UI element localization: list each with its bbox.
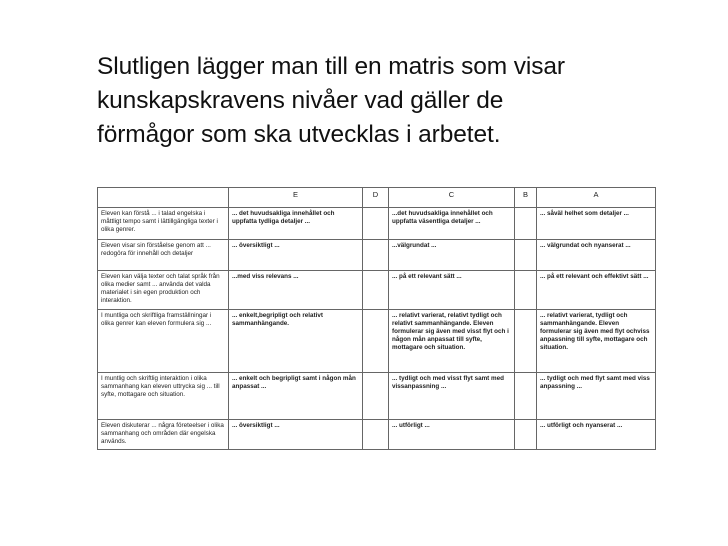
level-b-cell bbox=[515, 271, 537, 310]
criteria-cell: Eleven visar sin förståelse genom att ... redogöra för innehåll och detaljer bbox=[98, 240, 229, 271]
assessment-matrix bbox=[97, 187, 656, 450]
level-d-cell bbox=[363, 310, 389, 373]
level-a-cell: ... utförligt och nyanserat ... bbox=[537, 420, 656, 450]
matrix-row bbox=[98, 208, 656, 240]
level-e-cell: ... det huvudsakliga innehållet och uppfatta tydliga detaljer ... bbox=[229, 208, 363, 240]
level-d-cell bbox=[363, 373, 389, 420]
header-a: A bbox=[537, 188, 656, 208]
level-b-cell bbox=[515, 208, 537, 240]
criteria-cell: I muntlig och skriftlig interaktion i olika sammanhang kan eleven uttrycka sig ... till syfte, mottagare och situation. bbox=[98, 373, 229, 420]
level-c-cell: ... utförligt ... bbox=[389, 420, 515, 450]
level-c-cell: ... relativt varierat, relativt tydligt och relativt sammanhängande. Eleven formulerar sig även med visst flyt och i någon mån anpassat till syfte, mottagare och situation. bbox=[389, 310, 515, 373]
criteria-cell: Eleven kan välja texter och talat språk från olika medier samt ... använda det valda materialet i sin egen produktion och interaktion. bbox=[98, 271, 229, 310]
slide-title bbox=[97, 50, 697, 152]
level-d-cell bbox=[363, 271, 389, 310]
level-d-cell bbox=[363, 420, 389, 450]
header-e: E bbox=[229, 188, 363, 208]
criteria-cell: Eleven diskuterar ... några företeelser i olika sammanhang och områden där engelska används. bbox=[98, 420, 229, 450]
level-d-cell bbox=[363, 240, 389, 271]
matrix-row bbox=[98, 420, 656, 450]
level-e-cell: ... enkelt,begripligt och relativt sammanhängande. bbox=[229, 310, 363, 373]
level-c-cell: ... tydligt och med visst flyt samt med vissanpassning ... bbox=[389, 373, 515, 420]
criteria-cell: I muntliga och skriftliga framställningar i olika genrer kan eleven formulera sig ... bbox=[98, 310, 229, 373]
level-c-cell: ... på ett relevant sätt ... bbox=[389, 271, 515, 310]
level-b-cell bbox=[515, 373, 537, 420]
level-e-cell: ... enkelt och begripligt samt i någon mån anpassat ... bbox=[229, 373, 363, 420]
criteria-cell: Eleven kan förstå ... i talad engelska i måttligt tempo samt i lättillgängliga texter i olika genrer. bbox=[98, 208, 229, 240]
level-b-cell bbox=[515, 420, 537, 450]
level-a-cell: ... välgrundat och nyanserat ... bbox=[537, 240, 656, 271]
level-b-cell bbox=[515, 310, 537, 373]
matrix-row bbox=[98, 240, 656, 271]
level-e-cell: ... översiktligt ... bbox=[229, 420, 363, 450]
level-a-cell: ... relativt varierat, tydligt och sammanhängande. Eleven formulerar sig även med flyt ochviss anpassning till syfte, mottagare och situation. bbox=[537, 310, 656, 373]
header-criteria bbox=[98, 188, 229, 208]
level-c-cell: ...välgrundat ... bbox=[389, 240, 515, 271]
header-b: B bbox=[515, 188, 537, 208]
matrix-row bbox=[98, 373, 656, 420]
level-b-cell bbox=[515, 240, 537, 271]
level-a-cell: ... såväl helhet som detaljer ... bbox=[537, 208, 656, 240]
level-e-cell: ... översiktligt ... bbox=[229, 240, 363, 271]
title-line-3: förmågor som ska utvecklas i arbetet. bbox=[97, 121, 501, 148]
header-c: C bbox=[389, 188, 515, 208]
matrix-row bbox=[98, 310, 656, 373]
level-d-cell bbox=[363, 208, 389, 240]
matrix-row bbox=[98, 271, 656, 310]
header-d: D bbox=[363, 188, 389, 208]
matrix-header-row bbox=[98, 188, 656, 208]
level-c-cell: ...det huvudsakliga innehållet och uppfatta väsentliga detaljer ... bbox=[389, 208, 515, 240]
title-line-2: kunskapskravens nivåer vad gäller de bbox=[97, 87, 504, 114]
level-e-cell: ...med viss relevans ... bbox=[229, 271, 363, 310]
level-a-cell: ... tydligt och med flyt samt med viss anpassning ... bbox=[537, 373, 656, 420]
level-a-cell: ... på ett relevant och effektivt sätt ... bbox=[537, 271, 656, 310]
title-line-1: Slutligen lägger man till en matris som visar bbox=[97, 53, 565, 80]
